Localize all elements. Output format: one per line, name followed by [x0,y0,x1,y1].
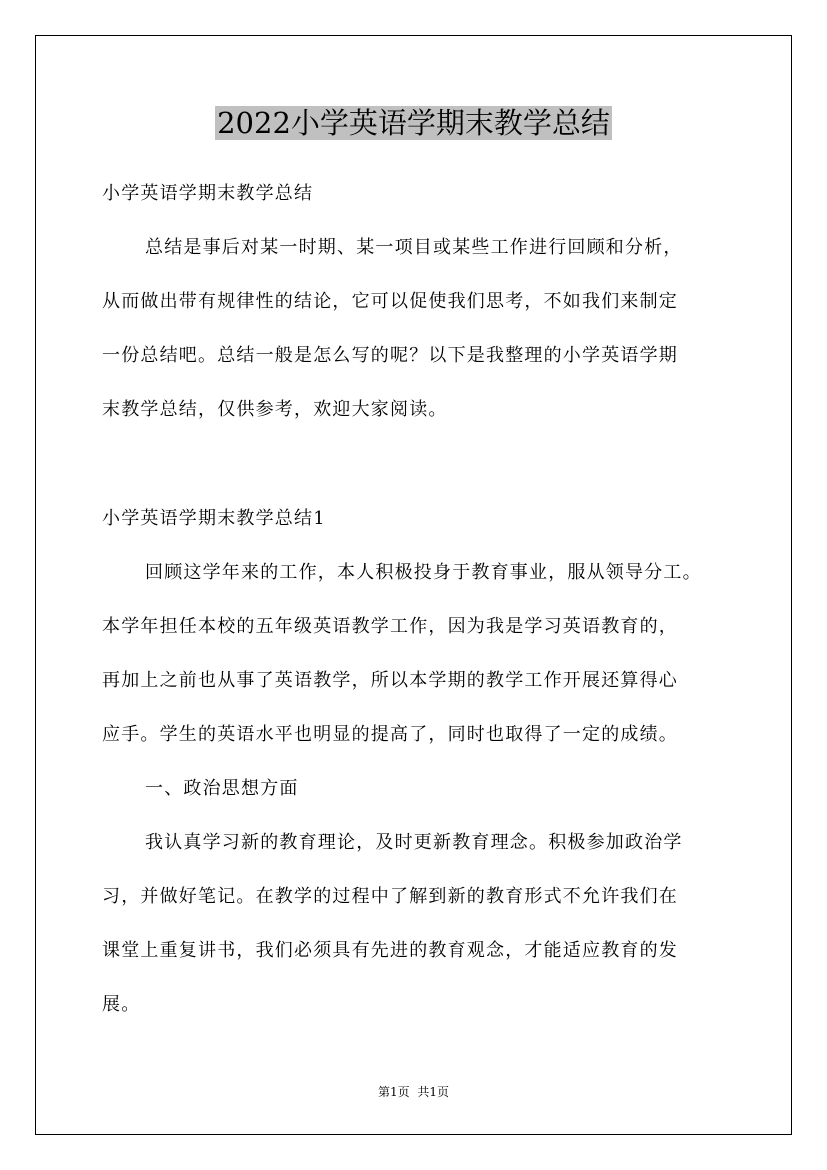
document-title [0,103,827,143]
page-footer [0,1084,827,1100]
paragraph-2-line-3: 课堂上重复讲书，我们必须具有先进的教育观念，才能适应教育的发 [102,940,678,961]
paragraph-2-line-2: 习，并做好笔记。在教学的过程中了解到新的教育形式不允许我们在 [102,886,678,907]
page-number: 第1页 [378,1085,410,1099]
intro-line-1: 总结是事后对某一时期、某一项目或某些工作进行回顾和分析， [145,237,683,258]
paragraph-1-line-3: 再加上之前也从事了英语教学，所以本学期的教学工作开展还算得心 [102,670,678,691]
page-total: 共1页 [417,1085,449,1099]
paragraph-2-line-1: 我认真学习新的教育理论，及时更新教育理念。积极参加政治学 [145,832,683,853]
section-heading: 小学英语学期末教学总结1 [102,508,326,529]
paragraph-2-line-4: 展。 [102,994,141,1015]
subtitle-line: 小学英语学期末教学总结 [102,183,314,204]
intro-line-3: 一份总结吧。总结一般是怎么写的呢？以下是我整理的小学英语学期 [102,345,678,366]
document-title-text: 2022小学英语学期末教学总结 [217,106,610,140]
paragraph-1-line-4: 应手。学生的英语水平也明显的提高了，同时也取得了一定的成绩。 [102,724,678,745]
paragraph-1-line-1: 回顾这学年来的工作，本人积极投身于教育事业，服从领导分工。 [145,562,702,583]
paragraph-1-line-2: 本学年担任本校的五年级英语教学工作，因为我是学习英语教育的， [102,616,678,637]
subsection-heading: 一、政治思想方面 [145,778,299,799]
intro-line-4: 末教学总结，仅供参考，欢迎大家阅读。 [102,399,448,420]
intro-line-2: 从而做出带有规律性的结论，它可以促使我们思考，不如我们来制定 [102,291,678,312]
